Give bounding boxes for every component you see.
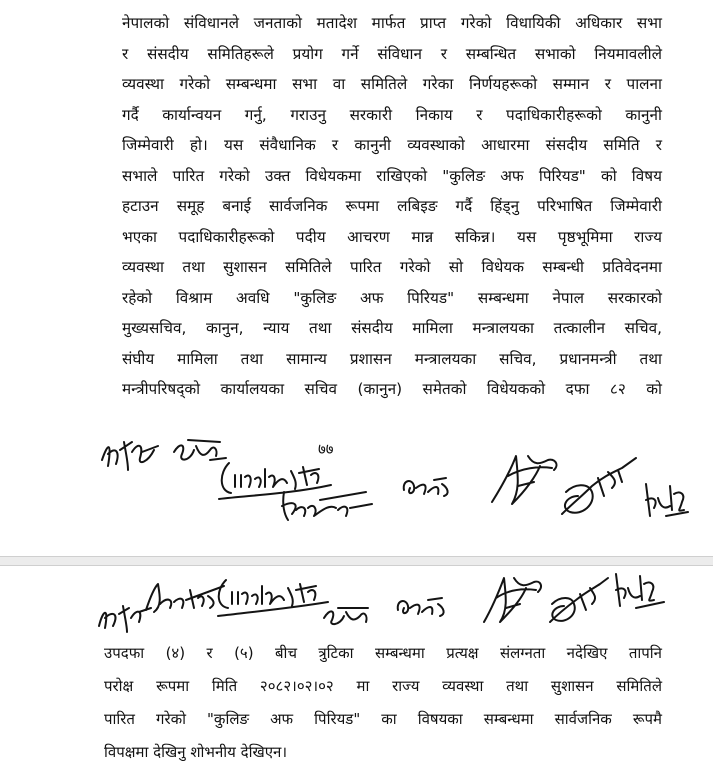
text-line: मुख्यसचिव, कानुन, न्याय तथा संसदीय मामिला मन्त्रालयका तत्कालीन सचिव, [122,319,662,337]
signature-14 [478,570,548,628]
body-text-top [122,8,662,405]
text-line: संघीय मामिला तथा सामान्य प्रशासन मन्त्रालयका सचिव, प्रधानमन्त्री तथा [122,349,662,368]
text-line: व्यवस्था गरेको सम्बन्धमा सभा वा समितिले गरेका निर्णयहरूको सम्मान र पालना [122,75,662,93]
page-separator [0,556,713,566]
page-number: ७७ [318,440,334,458]
text-line: भएका पदाधिकारीहरूको पदीय आचरण मान्न सकिन्न। यस पृष्ठभूमिमा राज्य [122,227,662,246]
text-line: विपक्षमा देखिनु शोभनीय देखिएन। [104,743,288,761]
text-line: परोक्ष रूपमा मिति २०८२।०२।०२ मा राज्य व्यवस्था तथा सुशासन समितिले [104,677,662,695]
text-line: मन्त्रीपरिषद्को कार्यालयका सचिव (कानुन) समेतको विधेयकको दफा ८२ को [122,380,662,398]
text-line: नेपालको संविधानले जनताको मतादेश मार्फत प्राप्त गरेको विधायिकी अधिकार सभा [122,14,662,32]
signature-8 [640,476,692,524]
signature-16 [610,568,670,614]
text-line: पारित गरेको "कुलिङ अफ पिरियड" का विषयका सम्बन्धमा सार्वजनिक रूपमै [104,710,662,728]
text-line: र संसदीय समितिहरूले प्रयोग गर्ने संविधान र सम्बन्धित सभाको नियमावलीले [122,44,662,63]
text-line: सभाले पारित गरेको उक्त विधेयकमा राखिएको "कुलिङ अफ पिरियड" को विषय [122,166,662,185]
signature-5 [398,470,458,502]
signature-11 [212,572,332,618]
text-line: रहेको विश्राम अवधि "कुलिङ अफ पिरियड" सम्बन्धमा नेपाल सरकारको [122,288,662,307]
text-line: जिम्मेवारी हो। यस संवैधानिक र कानुनी व्यवस्थाको आधारमा संसदीय समिति र [122,136,662,154]
text-line: हटाउन समूह बनाई सार्वजनिक रूपमा लबिइङ गर्दै हिंड्नु परिभाषित जिम्मेवारी [122,197,662,215]
text-line: व्यवस्था तथा सुशासन समितिले पारित गरेको सो विधेयक सम्बन्धी प्रतिवेदनमा [122,258,662,276]
signature-7 [552,452,642,524]
body-text-bottom [104,637,662,769]
signature-4 [278,486,378,526]
signature-1 [98,432,168,482]
signature-12 [320,604,374,630]
signature-13 [392,588,456,622]
signature-15 [542,574,612,630]
document-page-bottom [0,566,713,768]
text-line: उपदफा (४) र (५) बीच त्रुटिका सम्बन्धमा प्रत्यक्ष संलग्नता नदेखिए तापनि [104,644,662,662]
text-line: गर्दै कार्यान्वयन गर्नु, गराउनु सरकारी निकाय र पदाधिकारीहरूको कानुनी [122,105,662,124]
